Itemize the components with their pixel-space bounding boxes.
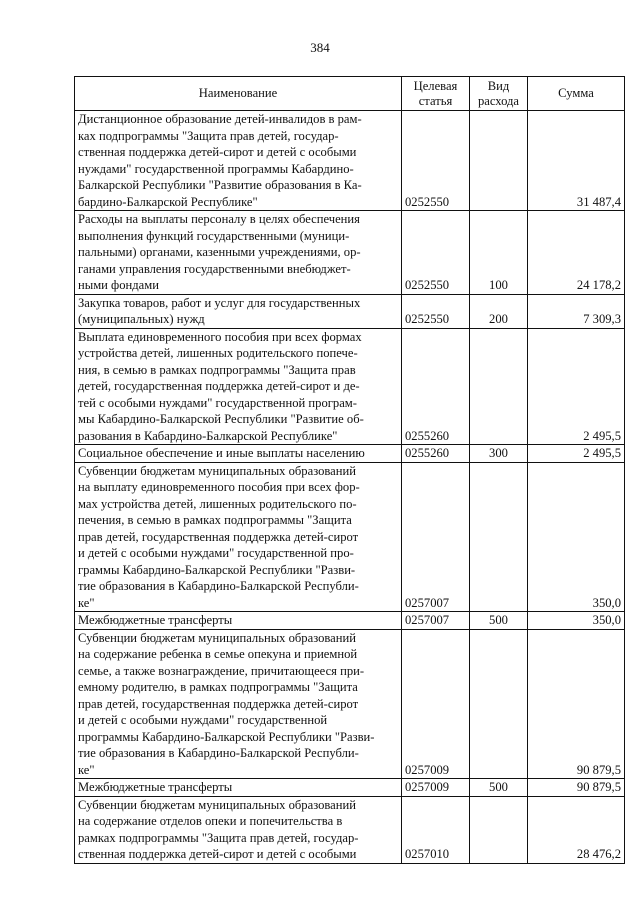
row-target: 0257009 [402, 779, 470, 797]
header-sum: Сумма [528, 77, 625, 111]
row-type [470, 629, 528, 779]
row-name: Субвенции бюджетам муниципальных образований на содержание отделов опеки и попечительства в рамках подпрограммы "Защита прав детей, государ- ственная поддержка детей-сирот и детей с особыми [75, 796, 402, 863]
row-name: Социальное обеспечение и иные выплаты населению [75, 445, 402, 463]
header-name: Наименование [75, 77, 402, 111]
row-name: Межбюджетные трансферты [75, 612, 402, 630]
row-type [470, 328, 528, 445]
row-name: Субвенции бюджетам муниципальных образований на содержание ребенка в семье опекуна и приемной семье, а также вознаграждение, причитающееся при- емному родителю, в рамках подпрограммы "Защита прав детей, государственная поддержка детей-сирот и детей с особыми нуждами" государственной программы Кабардино-Балкарской Республики "Разви- тие образования в Кабардино-Балкарской Республи- ке" [75, 629, 402, 779]
row-type [470, 111, 528, 211]
row-name: Выплата единовременного пособия при всех формах устройства детей, лишенных родительского попече- ния, в семью в рамках подпрограммы "Защита прав детей, государственная поддержка детей-сирот и де- тей с особыми нуждами" государственной програм- мы Кабардино-Балкарской Республики "Развитие об- разования в Кабардино-Балкарской Республике" [75, 328, 402, 445]
row-name: Закупка товаров, работ и услуг для государственных (муниципальных) нужд [75, 294, 402, 328]
row-sum: 2 495,5 [528, 445, 625, 463]
table-row [75, 445, 625, 463]
row-target: 0257007 [402, 612, 470, 630]
row-target: 0252550 [402, 211, 470, 295]
row-name: Межбюджетные трансферты [75, 779, 402, 797]
row-sum: 90 879,5 [528, 779, 625, 797]
table-row [75, 612, 625, 630]
row-sum: 350,0 [528, 612, 625, 630]
header-target: Целевая статья [402, 77, 470, 111]
row-type: 500 [470, 779, 528, 797]
row-sum: 28 476,2 [528, 796, 625, 863]
row-target: 0252550 [402, 111, 470, 211]
row-target: 0257009 [402, 629, 470, 779]
header-type: Вид расхода [470, 77, 528, 111]
table-row [75, 779, 625, 797]
row-name: Субвенции бюджетам муниципальных образований на выплату единовременного пособия при всех фор- мах устройства детей, лишенных родительского по- печения, в семью в рамках подпрограммы "Защита прав детей, государственная поддержка детей-сирот и детей с особыми нуждами" государственной про- граммы Кабардино-Балкарской Республики "Разви- тие образования в Кабардино-Балкарской Республи- ке" [75, 462, 402, 612]
table-row [75, 462, 625, 612]
row-type: 300 [470, 445, 528, 463]
page-number: 384 [310, 40, 330, 55]
row-name: Дистанционное образование детей-инвалидов в рам- ках подпрограммы "Защита прав детей, государ- ственная поддержка детей-сирот и детей с особыми нуждами" государственной программы Кабардино- Балкарской Республики "Развитие образования в Ка- бардино-Балкарской Республике" [75, 111, 402, 211]
row-sum: 7 309,3 [528, 294, 625, 328]
row-target: 0255260 [402, 328, 470, 445]
table-row [75, 211, 625, 295]
row-sum: 90 879,5 [528, 629, 625, 779]
table-header-row [75, 77, 625, 111]
row-sum: 24 178,2 [528, 211, 625, 295]
budget-table [74, 76, 625, 864]
row-target: 0257010 [402, 796, 470, 863]
row-type: 100 [470, 211, 528, 295]
table-row [75, 294, 625, 328]
table-row [75, 328, 625, 445]
row-type: 500 [470, 612, 528, 630]
row-type [470, 462, 528, 612]
table-row [75, 629, 625, 779]
row-sum: 350,0 [528, 462, 625, 612]
row-name: Расходы на выплаты персоналу в целях обеспечения выполнения функций государственными (муници- пальными) органами, казенными учреждениями, ор- ганами управления государственными внебюджет- ными фондами [75, 211, 402, 295]
row-target: 0257007 [402, 462, 470, 612]
table-row [75, 111, 625, 211]
row-type: 200 [470, 294, 528, 328]
table-row [75, 796, 625, 863]
row-target: 0255260 [402, 445, 470, 463]
row-sum: 2 495,5 [528, 328, 625, 445]
row-target: 0252550 [402, 294, 470, 328]
row-type [470, 796, 528, 863]
row-sum: 31 487,4 [528, 111, 625, 211]
